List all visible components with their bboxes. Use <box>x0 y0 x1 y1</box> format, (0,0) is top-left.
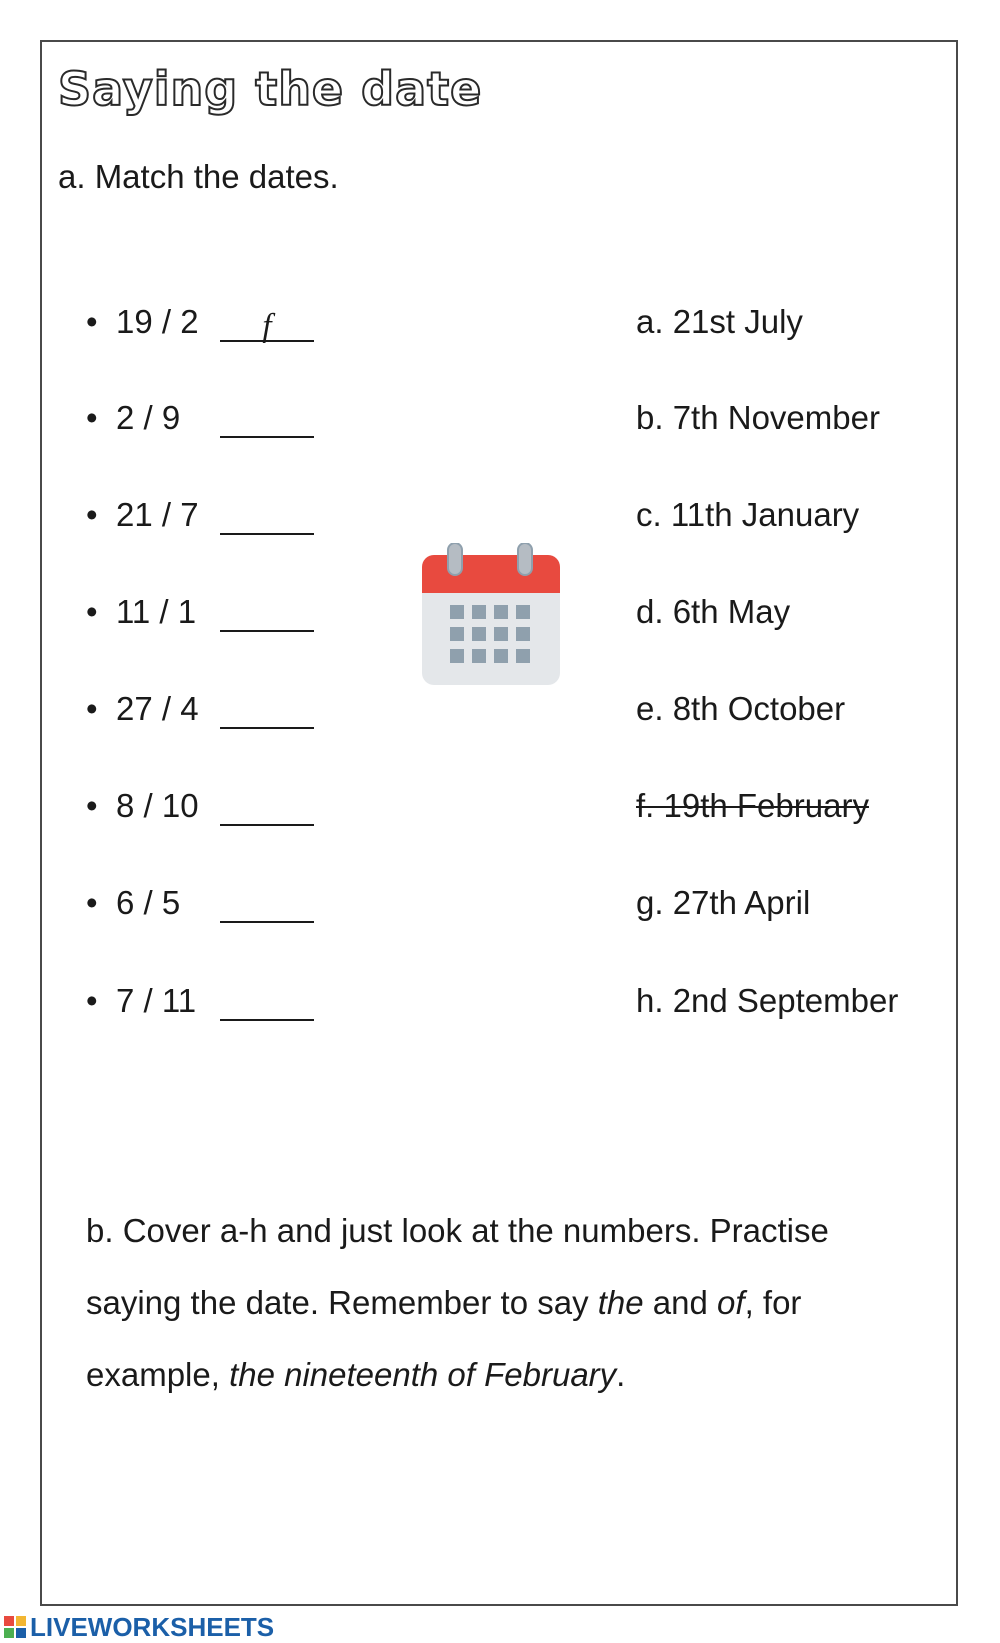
answer-blank[interactable] <box>220 985 314 1021</box>
written-date-d: d. 6th May <box>636 593 791 630</box>
worksheet-title: Saying the date <box>58 62 483 116</box>
calendar-ring-left <box>448 543 462 575</box>
written-date-c: c. 11th January <box>636 496 860 533</box>
bullet: • <box>86 787 98 824</box>
liveworksheets-logo-icon <box>4 1616 26 1638</box>
bullet: • <box>86 884 98 921</box>
instruction-b-text-1: b. Cover a-h and just look at the numbers. Practise saying the date. Remember to say <box>86 1212 829 1321</box>
bullet: • <box>86 496 98 533</box>
footer-brand-text: LIVEWORKSHEETS <box>30 1611 275 1642</box>
numeric-date: 21 / 7 <box>116 496 199 533</box>
numeric-date: 19 / 2 <box>116 303 199 340</box>
bullet: • <box>86 690 98 727</box>
left-item <box>86 786 314 826</box>
answer-blank[interactable]: f <box>220 306 314 342</box>
calendar-ring-right <box>518 543 532 575</box>
left-item <box>86 592 314 632</box>
answer-blank[interactable] <box>220 596 314 632</box>
left-item <box>86 495 314 535</box>
instruction-b-em-the: the <box>597 1284 644 1321</box>
answer-blank[interactable] <box>220 790 314 826</box>
calendar-icon <box>420 543 562 689</box>
written-date-e: e. 8th October <box>636 690 846 727</box>
numeric-date: 11 / 1 <box>116 593 197 630</box>
instruction-b-text-3: , for example, <box>86 1284 802 1393</box>
instruction-a: a. Match the dates. <box>58 158 339 195</box>
instruction-b-text-2: and <box>643 1284 718 1321</box>
bullet: • <box>86 399 98 436</box>
instruction-b-em-of: of <box>717 1284 745 1321</box>
instruction-b-em-example: the nineteenth of February <box>229 1356 617 1393</box>
answer-blank[interactable] <box>220 693 314 729</box>
bullet: • <box>86 593 98 630</box>
written-date-g: g. 27th April <box>636 884 811 921</box>
answer-blank[interactable] <box>220 402 314 438</box>
numeric-date: 27 / 4 <box>116 690 199 727</box>
left-item <box>86 689 314 729</box>
bullet: • <box>86 982 98 1019</box>
left-item <box>86 398 314 438</box>
written-date-h: h. 2nd September <box>636 982 899 1019</box>
numeric-date: 8 / 10 <box>116 787 199 824</box>
numeric-date: 2 / 9 <box>116 399 181 436</box>
left-item <box>86 883 314 923</box>
instruction-b <box>86 1195 916 1411</box>
written-date-b: b. 7th November <box>636 399 880 436</box>
instruction-b-text-4: . <box>616 1356 626 1393</box>
written-date-f: f. 19th February <box>636 787 869 824</box>
numeric-date: 7 / 11 <box>116 982 197 1019</box>
numeric-date: 6 / 5 <box>116 884 181 921</box>
written-date-a: a. 21st July <box>636 303 803 340</box>
answer-blank[interactable] <box>220 887 314 923</box>
footer-brand[interactable] <box>4 1613 274 1641</box>
bullet: • <box>86 303 98 340</box>
calendar-header <box>422 555 560 593</box>
left-item <box>86 302 314 342</box>
left-item <box>86 981 314 1021</box>
answer-blank[interactable] <box>220 499 314 535</box>
